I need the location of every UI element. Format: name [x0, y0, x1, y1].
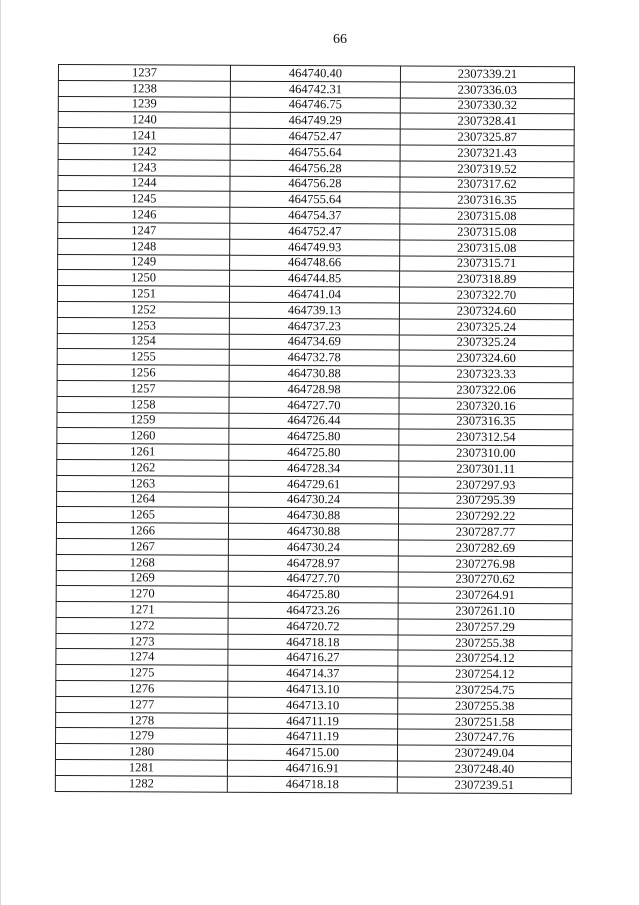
x-coordinate-cell: 464718.18	[227, 776, 397, 793]
x-coordinate-cell: 464744.85	[230, 271, 400, 288]
y-coordinate-cell: 2307328.41	[400, 113, 574, 130]
y-coordinate-cell: 2307316.35	[399, 414, 573, 431]
point-number-cell: 1273	[56, 633, 228, 650]
coordinates-table	[55, 64, 575, 794]
x-coordinate-cell: 464749.29	[230, 113, 400, 130]
point-number-cell: 1280	[55, 744, 227, 761]
point-number-cell: 1244	[58, 175, 230, 192]
x-coordinate-cell: 464752.47	[230, 223, 400, 240]
y-coordinate-cell: 2307239.51	[397, 777, 571, 794]
point-number-cell: 1252	[57, 301, 229, 318]
point-number-cell: 1279	[56, 728, 228, 745]
point-number-cell: 1241	[58, 128, 230, 145]
x-coordinate-cell: 464740.40	[230, 65, 400, 82]
point-number-cell: 1253	[57, 317, 229, 334]
point-number-cell: 1242	[58, 143, 230, 160]
x-coordinate-cell: 464732.78	[229, 350, 399, 367]
y-coordinate-cell: 2307255.38	[398, 698, 572, 715]
point-number-cell: 1259	[57, 412, 229, 429]
x-coordinate-cell: 464728.97	[228, 555, 398, 572]
point-number-cell: 1248	[58, 238, 230, 255]
y-coordinate-cell: 2307321.43	[400, 145, 574, 162]
y-coordinate-cell: 2307248.40	[397, 761, 571, 778]
x-coordinate-cell: 464711.19	[228, 713, 398, 730]
y-coordinate-cell: 2307297.93	[399, 477, 573, 494]
y-coordinate-cell: 2307339.21	[400, 66, 574, 83]
x-coordinate-cell: 464718.18	[228, 634, 398, 651]
point-number-cell: 1251	[57, 286, 229, 303]
point-number-cell: 1258	[57, 396, 229, 413]
point-number-cell: 1250	[58, 270, 230, 287]
point-number-cell: 1269	[56, 570, 228, 587]
x-coordinate-cell: 464730.88	[229, 365, 399, 382]
x-coordinate-cell: 464737.23	[229, 318, 399, 335]
x-coordinate-cell: 464725.80	[229, 429, 399, 446]
point-number-cell: 1260	[57, 428, 229, 445]
point-number-cell: 1256	[57, 365, 229, 382]
x-coordinate-cell: 464746.75	[230, 97, 400, 114]
y-coordinate-cell: 2307254.12	[398, 666, 572, 683]
point-number-cell: 1265	[56, 507, 228, 524]
page-number: 66	[333, 32, 347, 47]
x-coordinate-cell: 464714.37	[228, 666, 398, 683]
y-coordinate-cell: 2307295.39	[399, 493, 573, 510]
y-coordinate-cell: 2307261.10	[398, 603, 572, 620]
point-number-cell: 1272	[56, 617, 228, 634]
y-coordinate-cell: 2307310.00	[399, 445, 573, 462]
point-number-cell: 1238	[58, 80, 230, 97]
x-coordinate-cell: 464741.04	[229, 286, 399, 303]
y-coordinate-cell: 2307324.60	[399, 303, 573, 320]
y-coordinate-cell: 2307264.91	[398, 587, 572, 604]
y-coordinate-cell: 2307315.08	[400, 208, 574, 225]
x-coordinate-cell: 464725.80	[228, 587, 398, 604]
point-number-cell: 1275	[56, 665, 228, 682]
y-coordinate-cell: 2307282.69	[398, 540, 572, 557]
point-number-cell: 1268	[56, 554, 228, 571]
x-coordinate-cell: 464755.64	[230, 192, 400, 209]
x-coordinate-cell: 464739.13	[229, 302, 399, 319]
point-number-cell: 1276	[56, 681, 228, 698]
point-number-cell: 1262	[57, 459, 229, 476]
x-coordinate-cell: 464756.28	[230, 160, 400, 177]
coordinates-table-body	[55, 65, 574, 794]
point-number-cell: 1257	[57, 380, 229, 397]
x-coordinate-cell: 464725.80	[229, 444, 399, 461]
x-coordinate-cell: 464727.70	[228, 571, 398, 588]
y-coordinate-cell: 2307330.32	[400, 98, 574, 115]
point-number-cell: 1247	[58, 222, 230, 239]
x-coordinate-cell: 464730.24	[229, 492, 399, 509]
y-coordinate-cell: 2307318.89	[400, 271, 574, 288]
y-coordinate-cell: 2307316.35	[400, 192, 574, 209]
y-coordinate-cell: 2307323.33	[399, 366, 573, 383]
x-coordinate-cell: 464726.44	[229, 413, 399, 430]
x-coordinate-cell: 464755.64	[230, 144, 400, 161]
x-coordinate-cell: 464749.93	[230, 239, 400, 256]
x-coordinate-cell: 464730.24	[228, 539, 398, 556]
y-coordinate-cell: 2307251.58	[398, 714, 572, 731]
point-number-cell: 1281	[55, 760, 227, 777]
point-number-cell: 1271	[56, 602, 228, 619]
page-edge-left	[0, 0, 1, 905]
y-coordinate-cell: 2307325.87	[400, 129, 574, 146]
x-coordinate-cell: 464728.34	[229, 460, 399, 477]
y-coordinate-cell: 2307254.12	[398, 650, 572, 667]
point-number-cell: 1255	[57, 349, 229, 366]
y-coordinate-cell: 2307315.08	[400, 224, 574, 241]
x-coordinate-cell: 464715.00	[227, 745, 397, 762]
x-coordinate-cell: 464748.66	[230, 255, 400, 272]
y-coordinate-cell: 2307322.06	[399, 382, 573, 399]
point-number-cell: 1264	[57, 491, 229, 508]
x-coordinate-cell: 464742.31	[230, 81, 400, 98]
table-row	[55, 775, 571, 793]
point-number-cell: 1270	[56, 586, 228, 603]
x-coordinate-cell: 464713.10	[228, 681, 398, 698]
y-coordinate-cell: 2307254.75	[398, 682, 572, 699]
y-coordinate-cell: 2307292.22	[398, 508, 572, 525]
x-coordinate-cell: 464729.61	[229, 476, 399, 493]
y-coordinate-cell: 2307276.98	[398, 556, 572, 573]
point-number-cell: 1243	[58, 159, 230, 176]
point-number-cell: 1237	[58, 65, 230, 82]
point-number-cell: 1267	[56, 538, 228, 555]
y-coordinate-cell: 2307249.04	[397, 745, 571, 762]
y-coordinate-cell: 2307320.16	[399, 398, 573, 415]
y-coordinate-cell: 2307322.70	[399, 287, 573, 304]
y-coordinate-cell: 2307315.71	[400, 256, 574, 273]
point-number-cell: 1266	[56, 523, 228, 540]
y-coordinate-cell: 2307325.24	[399, 335, 573, 352]
y-coordinate-cell: 2307336.03	[400, 82, 574, 99]
x-coordinate-cell: 464713.10	[228, 697, 398, 714]
point-number-cell: 1263	[57, 475, 229, 492]
point-number-cell: 1239	[58, 96, 230, 113]
point-number-cell: 1274	[56, 649, 228, 666]
y-coordinate-cell: 2307325.24	[399, 319, 573, 336]
y-coordinate-cell: 2307257.29	[398, 619, 572, 636]
x-coordinate-cell: 464754.37	[230, 207, 400, 224]
point-number-cell: 1282	[55, 775, 227, 792]
x-coordinate-cell: 464756.28	[230, 176, 400, 193]
point-number-cell: 1261	[57, 444, 229, 461]
point-number-cell: 1278	[56, 712, 228, 729]
x-coordinate-cell: 464723.26	[228, 602, 398, 619]
y-coordinate-cell: 2307255.38	[398, 635, 572, 652]
point-number-cell: 1277	[56, 696, 228, 713]
y-coordinate-cell: 2307270.62	[398, 571, 572, 588]
x-coordinate-cell: 464720.72	[228, 618, 398, 635]
y-coordinate-cell: 2307315.08	[400, 240, 574, 257]
point-number-cell: 1245	[58, 191, 230, 208]
x-coordinate-cell: 464730.88	[228, 508, 398, 525]
x-coordinate-cell: 464734.69	[229, 334, 399, 351]
point-number-cell: 1246	[58, 207, 230, 224]
point-number-cell: 1240	[58, 112, 230, 129]
y-coordinate-cell: 2307319.52	[400, 161, 574, 178]
y-coordinate-cell: 2307312.54	[399, 429, 573, 446]
x-coordinate-cell: 464711.19	[228, 729, 398, 746]
point-number-cell: 1254	[57, 333, 229, 350]
point-number-cell: 1249	[58, 254, 230, 271]
x-coordinate-cell: 464752.47	[230, 128, 400, 145]
x-coordinate-cell: 464727.70	[229, 397, 399, 414]
y-coordinate-cell: 2307287.77	[398, 524, 572, 541]
x-coordinate-cell: 464728.98	[229, 381, 399, 398]
x-coordinate-cell: 464716.27	[228, 650, 398, 667]
y-coordinate-cell: 2307301.11	[399, 461, 573, 478]
y-coordinate-cell: 2307324.60	[399, 350, 573, 367]
x-coordinate-cell: 464716.91	[227, 760, 397, 777]
y-coordinate-cell: 2307317.62	[400, 177, 574, 194]
y-coordinate-cell: 2307247.76	[398, 729, 572, 746]
x-coordinate-cell: 464730.88	[228, 523, 398, 540]
